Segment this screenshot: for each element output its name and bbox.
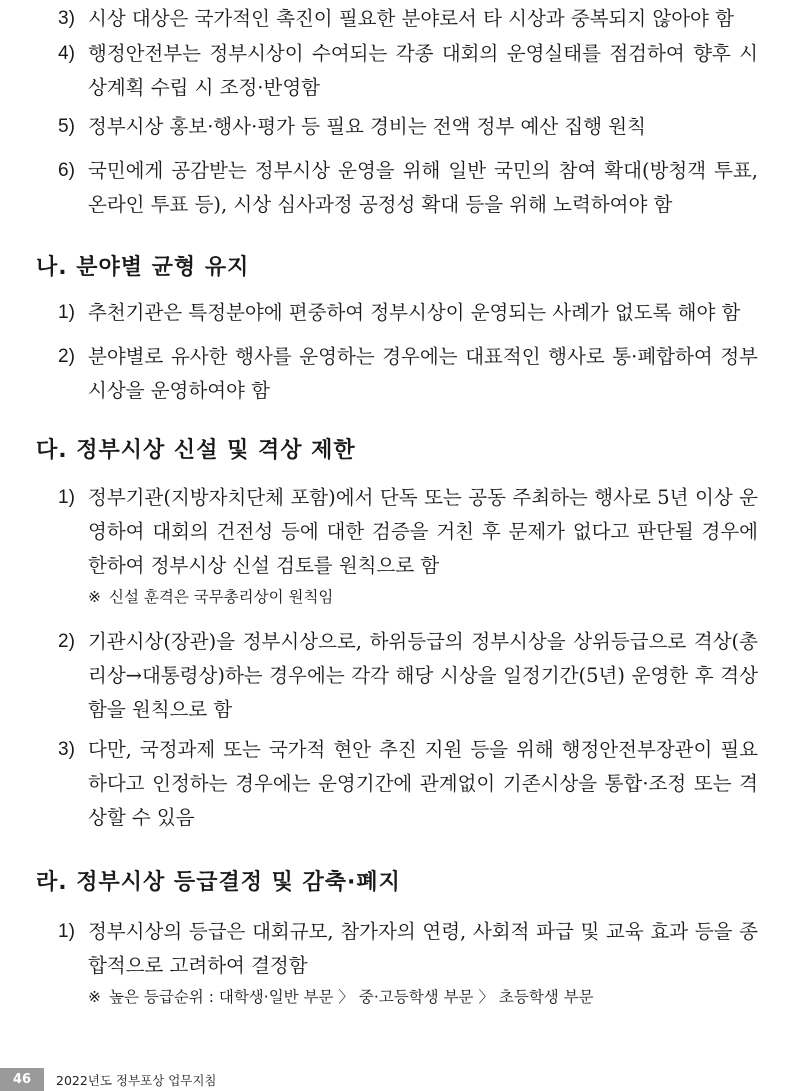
- item-text: 정부시상 홍보·행사·평가 등 필요 경비는 전액 정부 예산 집행 원칙: [88, 115, 646, 138]
- list-item: [58, 733, 758, 835]
- item-text: 추천기관은 특정분야에 편중하여 정부시상이 운영되는 사례가 없도록 해야 함: [88, 301, 741, 324]
- item-number: 3): [58, 739, 75, 760]
- note-text: 높은 등급순위 : 대학생·일반 부문 〉 중·고등학생 부문 〉 초등학생 부문: [109, 988, 594, 1006]
- list-item: [58, 37, 758, 105]
- list-item: [58, 481, 758, 583]
- note: [88, 585, 333, 609]
- list-item: [58, 2, 758, 36]
- note-mark: ※: [88, 988, 101, 1006]
- item-text: 분야별로 유사한 행사를 운영하는 경우에는 대표적인 행사로 통·폐합하여 정부시상을 운영하여야 함: [88, 345, 758, 402]
- list-item: [58, 625, 758, 727]
- item-text: 기관시상(장관)을 정부시상으로, 하위등급의 정부시상을 상위등급으로 격상(총리상→대통령상)하는 경우에는 각각 해당 시상을 일정기간(5년) 운영한 후 격상함을 원칙으로 함: [88, 630, 758, 721]
- note-mark: ※: [88, 588, 101, 606]
- item-number: 1): [58, 302, 75, 323]
- note-text: 신설 훈격은 국무총리상이 원칙임: [109, 588, 334, 606]
- item-text: 다만, 국정과제 또는 국가적 현안 추진 지원 등을 위해 행정안전부장관이 필요하다고 인정하는 경우에는 운영기간에 관계없이 기존시상을 통합·조정 또는 격상할 수 있음: [88, 738, 758, 829]
- item-text: 행정안전부는 정부시상이 수여되는 각종 대회의 운영실태를 점검하여 향후 시상계획 수립 시 조정·반영함: [88, 42, 758, 99]
- item-number: 3): [58, 8, 75, 29]
- item-text: 국민에게 공감받는 정부시상 운영을 위해 일반 국민의 참여 확대(방청객 투표, 온라인 투표 등), 시상 심사과정 공정성 확대 등을 위해 노력하여야 함: [88, 159, 758, 216]
- item-number: 6): [58, 160, 75, 181]
- page-number: 46: [0, 1068, 44, 1091]
- list-item: [58, 340, 758, 408]
- section-heading: 라. 정부시상 등급결정 및 감축·폐지: [36, 870, 401, 895]
- item-number: 4): [58, 43, 75, 64]
- list-item: [58, 296, 758, 330]
- page-footer: [0, 1068, 796, 1091]
- item-number: 1): [58, 487, 75, 508]
- item-number: 1): [58, 921, 75, 942]
- item-number: 2): [58, 346, 75, 367]
- item-number: 5): [58, 116, 75, 137]
- section-heading: 나. 분야별 균형 유지: [36, 255, 250, 280]
- item-text: 정부시상의 등급은 대회규모, 참가자의 연령, 사회적 파급 및 교육 효과 등을 종합적으로 고려하여 결정함: [88, 920, 758, 977]
- item-text: 시상 대상은 국가적인 촉진이 필요한 분야로서 타 시상과 중복되지 않아야 함: [88, 7, 734, 30]
- item-text: 정부기관(지방자치단체 포함)에서 단독 또는 공동 주최하는 행사로 5년 이상 운영하여 대회의 건전성 등에 대한 검증을 거친 후 문제가 없다고 판단될 경우에 한하여 정부시상 신설 검토를 원칙으로 함: [88, 486, 758, 577]
- section-heading: 다. 정부시상 신설 및 격상 제한: [36, 438, 356, 463]
- list-item: [58, 154, 758, 222]
- note: [88, 985, 594, 1009]
- list-item: [58, 110, 758, 144]
- document-title: 2022년도 정부포상 업무지침: [56, 1072, 217, 1088]
- list-item: [58, 915, 758, 983]
- item-number: 2): [58, 631, 75, 652]
